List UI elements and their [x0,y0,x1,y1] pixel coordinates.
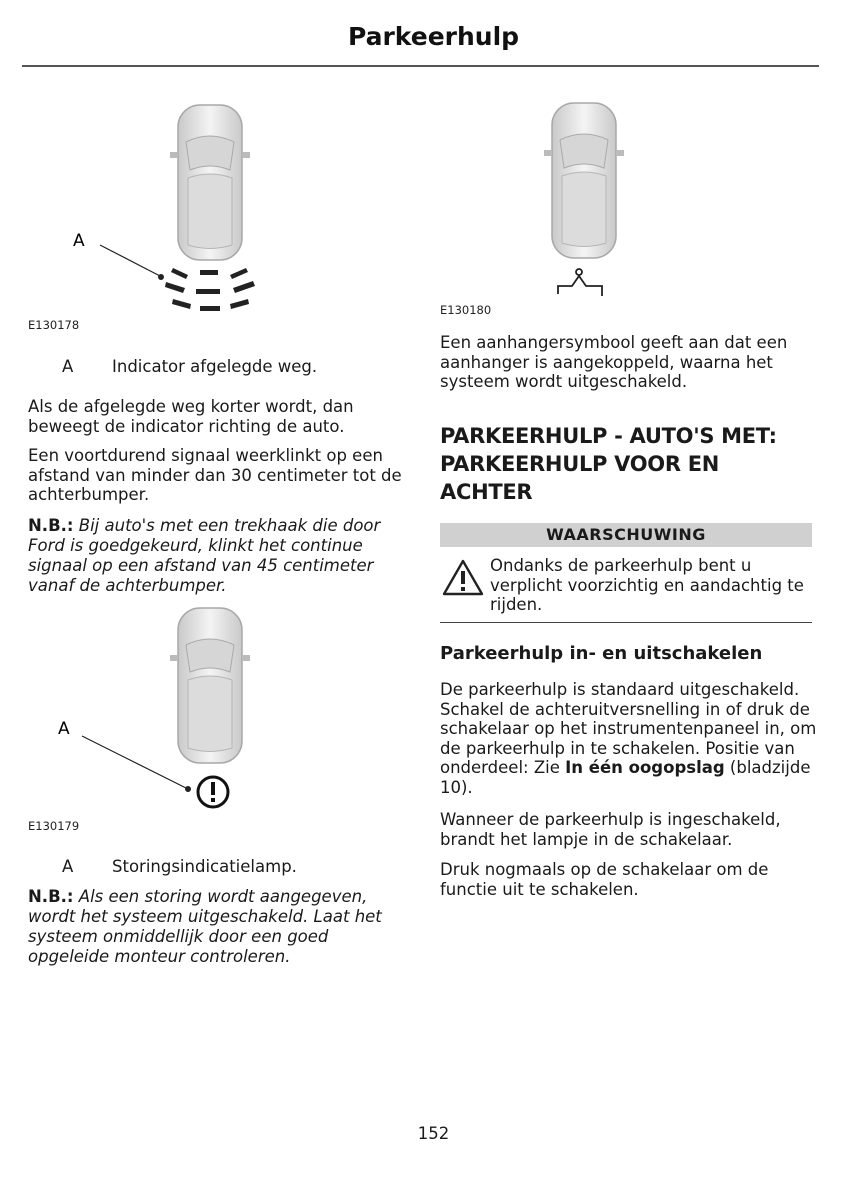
warning-header: WAARSCHUWING [440,523,812,547]
car-top-view-icon [544,103,624,258]
figure-id: E130178 [28,318,80,332]
note-label: N.B.: [28,516,74,535]
warning-divider [440,622,812,623]
cross-reference-link[interactable]: In één oogopslag [565,758,725,777]
subheading: Parkeerhulp in- en uitschakelen [440,643,763,664]
paragraph: Wanneer de parkeerhulp is ingeschakeld, brandt het lampje in de schakelaar. [440,810,781,849]
section-heading: PARKEERHULP - AUTO'S MET: PARKEERHULP VOOR EN ACHTER [440,424,777,504]
legend-row [62,857,402,879]
figure-distance-indicator [60,100,280,325]
note-label: N.B.: [28,887,74,906]
note [28,516,410,596]
page-number: 152 [417,1124,450,1143]
legend-key: A [62,357,74,376]
legend-text: Storingsindicatielamp. [112,857,297,876]
fault-warning-icon [198,777,228,807]
callout-label-a: A [73,231,85,251]
note-text: Als een storing wordt aangegeven, wordt het systeem uitgeschakeld. Laat het systeem onmiddellijk door een goed opgeleide monteur controleren. [28,887,382,966]
legend-text: Indicator afgelegde weg. [112,357,318,376]
note-text: Bij auto's met een trekhaak die door Ford is goedgekeurd, klinkt het continue signaal op een afstand van 45 centimeter vanaf de achterbumper. [28,516,381,595]
paragraph: Een voortdurend signaal weerklinkt op een afstand van minder dan 30 centimeter tot de achterbumper. [28,446,402,504]
paragraph-text: De parkeerhulp is standaard uitgeschakeld. Schakel de achteruitversnelling in of druk de schakelaar op het instrumentenpaneel in, om de parkeerhulp in te schakelen. Positie van onderdeel: Zie [440,680,817,777]
paragraph: Als de afgelegde weg korter wordt, dan beweegt de indicator richting de auto. [28,397,354,436]
trailer-icon [558,269,602,296]
legend-key: A [62,857,74,876]
paragraph: Druk nogmaals op de schakelaar om de functie uit te schakelen. [440,860,769,899]
paragraph: Een aanhangersymbool geeft aan dat een aanhanger is aangekoppeld, waarna het systeem wordt uitgeschakeld. [440,333,788,391]
warning-text: Ondanks de parkeerhulp bent u verplicht voorzichtig en aandachtig te rijden. [490,556,804,614]
note [28,887,410,967]
figure-trailer [530,98,640,303]
page-title: Parkeerhulp [347,22,520,51]
paragraph [440,680,818,797]
legend-row [62,357,402,379]
paragraph-suffix: (bladzijde 10). [440,758,811,797]
figure-fault-indicator [50,600,270,815]
distance-bars-icon [165,268,255,311]
title-divider [22,65,819,67]
figure-id: E130180 [440,303,492,317]
car-top-view-icon [170,105,250,260]
car-top-view-icon [170,608,250,763]
callout-label-a: A [58,719,70,739]
warning-triangle-icon [441,558,485,598]
figure-id: E130179 [28,819,80,833]
